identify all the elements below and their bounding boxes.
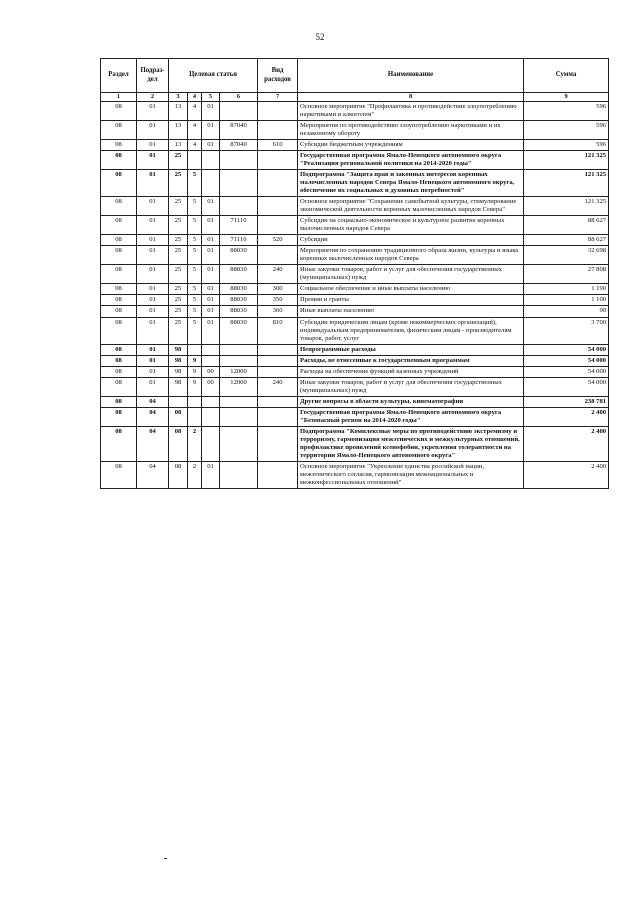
sum-cell: 3 700 xyxy=(524,317,609,344)
column-number: 7 xyxy=(258,93,298,102)
name-cell: Другие вопросы в области культуры, кинематографии xyxy=(298,396,524,407)
subsection-cell: 01 xyxy=(137,265,169,284)
expense-type-cell: 240 xyxy=(258,377,298,396)
section-cell: 08 xyxy=(101,377,137,396)
expense-type-cell xyxy=(258,344,298,355)
subprogram-cell: 5 xyxy=(188,197,202,216)
section-cell: 08 xyxy=(101,216,137,235)
sum-cell: 88 627 xyxy=(524,216,609,235)
sum-cell: 121 325 xyxy=(524,197,609,216)
sum-cell: 121 325 xyxy=(524,150,609,169)
section-cell: 08 xyxy=(101,461,137,488)
expense-type-cell xyxy=(258,246,298,265)
program-cell: 25 xyxy=(169,170,188,197)
table-row xyxy=(101,139,609,150)
name-cell: Подпрограмма "Защита прав и законных интересов коренных малочисленных народов Севера Ямало-Ненецкого автономного округа, обеспечение их социальных и духовных потребностей" xyxy=(298,170,524,197)
direction-cell xyxy=(220,197,258,216)
expense-type-cell xyxy=(258,120,298,139)
subsection-cell: 04 xyxy=(137,396,169,407)
sum-cell: 596 xyxy=(524,120,609,139)
sum-cell: 1 190 xyxy=(524,284,609,295)
name-cell: Государственная программа Ямало-Ненецкого автономного округа "Реализация региональной политики на 2014-2020 годы" xyxy=(298,150,524,169)
subsection-cell: 01 xyxy=(137,197,169,216)
subsection-cell: 04 xyxy=(137,407,169,426)
subsection-cell: 01 xyxy=(137,246,169,265)
expense-type-cell: 360 xyxy=(258,306,298,317)
column-number: 5 xyxy=(202,93,220,102)
direction-cell: 88030 xyxy=(220,284,258,295)
sum-cell: 54 000 xyxy=(524,377,609,396)
table-row xyxy=(101,265,609,284)
subprogram-cell: 5 xyxy=(188,284,202,295)
program-cell: 98 xyxy=(169,366,188,377)
direction-cell xyxy=(220,426,258,461)
subsection-cell: 01 xyxy=(137,355,169,366)
table-row xyxy=(101,150,609,169)
subprogram-cell: 5 xyxy=(188,246,202,265)
section-cell: 08 xyxy=(101,284,137,295)
event-cell xyxy=(202,344,220,355)
expense-type-cell xyxy=(258,101,298,120)
table-row xyxy=(101,120,609,139)
program-cell: 08 xyxy=(169,426,188,461)
subprogram-cell: 2 xyxy=(188,426,202,461)
column-number: 2 xyxy=(137,93,169,102)
footer-mark xyxy=(164,858,167,859)
table-body xyxy=(101,101,609,488)
section-cell: 08 xyxy=(101,407,137,426)
event-cell xyxy=(202,150,220,169)
name-cell: Субсидии бюджетным учреждениям xyxy=(298,139,524,150)
sum-cell: 90 xyxy=(524,306,609,317)
name-cell: Государственная программа Ямало-Ненецкого автономного округа "Безопасный регион на 2014-2020 годы" xyxy=(298,407,524,426)
section-cell: 08 xyxy=(101,426,137,461)
section-cell: 08 xyxy=(101,265,137,284)
name-cell: Иные выплаты населению xyxy=(298,306,524,317)
program-cell xyxy=(169,396,188,407)
section-cell: 08 xyxy=(101,317,137,344)
page-number: 52 xyxy=(315,32,325,42)
direction-cell xyxy=(220,101,258,120)
table-header xyxy=(101,59,609,102)
header-sum: Сумма xyxy=(524,59,609,93)
direction-cell: 71110 xyxy=(220,216,258,235)
event-cell: 00 xyxy=(202,366,220,377)
name-cell: Иные закупки товаров, работ и услуг для обеспечения государственных (муниципальных) нужд xyxy=(298,265,524,284)
section-cell: 08 xyxy=(101,344,137,355)
name-cell: Подпрограмма "Комплексные меры по противодействию экстремизму и терроризму, гармонизация межэтнических и межкультурных отношений, профилактике проявлений ксенофобии, укрепления толерантности на территории Ямало-Ненецкого автономного округа" xyxy=(298,426,524,461)
event-cell: 01 xyxy=(202,101,220,120)
column-number: 1 xyxy=(101,93,137,102)
expense-type-cell: 240 xyxy=(258,265,298,284)
expense-type-cell xyxy=(258,216,298,235)
subsection-cell: 01 xyxy=(137,216,169,235)
subsection-cell: 01 xyxy=(137,306,169,317)
direction-cell: 87040 xyxy=(220,139,258,150)
header-subsection: Подраз-дел xyxy=(137,59,169,93)
expense-type-cell xyxy=(258,197,298,216)
subprogram-cell: 5 xyxy=(188,235,202,246)
sum-cell: 54 000 xyxy=(524,344,609,355)
program-cell: 08 xyxy=(169,461,188,488)
name-cell: Основное мероприятие "Сохранение самобытной культуры, стимулирование экономической деятельности коренных малочисленных народов Севера" xyxy=(298,197,524,216)
subprogram-cell xyxy=(188,396,202,407)
program-cell: 13 xyxy=(169,139,188,150)
name-cell: Субсидии юридическим лицам (кроме некоммерческих организаций), индивидуальным предпринимателям, физическим лицам - производителям товаров, работ, услуг xyxy=(298,317,524,344)
direction-cell xyxy=(220,355,258,366)
subsection-cell: 01 xyxy=(137,344,169,355)
sum-cell: 2 400 xyxy=(524,461,609,488)
header-row xyxy=(101,59,609,93)
subsection-cell: 01 xyxy=(137,139,169,150)
name-cell: Социальное обеспечение и иные выплаты населению xyxy=(298,284,524,295)
name-cell: Иные закупки товаров, работ и услуг для обеспечения государственных (муниципальных) нужд xyxy=(298,377,524,396)
direction-cell xyxy=(220,461,258,488)
section-cell: 08 xyxy=(101,306,137,317)
header-target-article: Целевая статья xyxy=(169,59,258,93)
sum-cell: 1 100 xyxy=(524,295,609,306)
event-cell xyxy=(202,426,220,461)
direction-cell: 71110 xyxy=(220,235,258,246)
subprogram-cell xyxy=(188,150,202,169)
program-cell: 13 xyxy=(169,120,188,139)
subprogram-cell: 2 xyxy=(188,461,202,488)
name-cell: Субсидии xyxy=(298,235,524,246)
name-cell: Расходы на обеспечение функций казенных учреждений xyxy=(298,366,524,377)
event-cell: 00 xyxy=(202,377,220,396)
name-cell: Субсидии на социально-экономическое и культурное развитие коренных малочисленных народов Севера xyxy=(298,216,524,235)
section-cell: 08 xyxy=(101,139,137,150)
program-cell: 13 xyxy=(169,101,188,120)
subprogram-cell: 9 xyxy=(188,366,202,377)
name-cell: Премии и гранты xyxy=(298,295,524,306)
program-cell: 25 xyxy=(169,150,188,169)
sum-cell: 238 781 xyxy=(524,396,609,407)
direction-cell: 12000 xyxy=(220,366,258,377)
event-cell: 01 xyxy=(202,120,220,139)
column-number-row xyxy=(101,93,609,102)
event-cell xyxy=(202,407,220,426)
expense-type-cell xyxy=(258,170,298,197)
section-cell: 08 xyxy=(101,396,137,407)
subprogram-cell: 5 xyxy=(188,170,202,197)
section-cell: 08 xyxy=(101,101,137,120)
direction-cell: 88030 xyxy=(220,317,258,344)
event-cell: 01 xyxy=(202,216,220,235)
subprogram-cell: 5 xyxy=(188,265,202,284)
table-row xyxy=(101,284,609,295)
table-row xyxy=(101,306,609,317)
table-row xyxy=(101,295,609,306)
subsection-cell: 01 xyxy=(137,366,169,377)
header-section: Раздел xyxy=(101,59,137,93)
table-row xyxy=(101,396,609,407)
subsection-cell: 01 xyxy=(137,235,169,246)
name-cell: Мероприятия по сохранению традиционного образа жизни, культуры и языка коренных малочисленных народов Севера xyxy=(298,246,524,265)
event-cell: 01 xyxy=(202,197,220,216)
sum-cell: 88 627 xyxy=(524,235,609,246)
expense-type-cell xyxy=(258,426,298,461)
direction-cell xyxy=(220,407,258,426)
subprogram-cell: 4 xyxy=(188,120,202,139)
table-row xyxy=(101,407,609,426)
column-number: 4 xyxy=(188,93,202,102)
sum-cell: 27 808 xyxy=(524,265,609,284)
expense-type-cell: 610 xyxy=(258,139,298,150)
table-row xyxy=(101,366,609,377)
table-row xyxy=(101,377,609,396)
table-row xyxy=(101,426,609,461)
sum-cell: 54 000 xyxy=(524,355,609,366)
subsection-cell: 01 xyxy=(137,101,169,120)
subsection-cell: 04 xyxy=(137,461,169,488)
subsection-cell: 04 xyxy=(137,426,169,461)
budget-table xyxy=(100,58,609,489)
subprogram-cell xyxy=(188,344,202,355)
expense-type-cell xyxy=(258,150,298,169)
program-cell: 25 xyxy=(169,265,188,284)
direction-cell: 88030 xyxy=(220,265,258,284)
sum-cell: 32 698 xyxy=(524,246,609,265)
expense-type-cell xyxy=(258,461,298,488)
subprogram-cell: 9 xyxy=(188,377,202,396)
table-row xyxy=(101,101,609,120)
program-cell: 98 xyxy=(169,344,188,355)
program-cell: 25 xyxy=(169,317,188,344)
subsection-cell: 01 xyxy=(137,120,169,139)
event-cell: 01 xyxy=(202,235,220,246)
expense-type-cell xyxy=(258,396,298,407)
sum-cell: 121 325 xyxy=(524,170,609,197)
event-cell: 01 xyxy=(202,317,220,344)
direction-cell xyxy=(220,396,258,407)
subprogram-cell: 5 xyxy=(188,317,202,344)
section-cell: 08 xyxy=(101,170,137,197)
subsection-cell: 01 xyxy=(137,295,169,306)
event-cell xyxy=(202,170,220,197)
program-cell: 25 xyxy=(169,306,188,317)
event-cell: 01 xyxy=(202,139,220,150)
expense-type-cell: 810 xyxy=(258,317,298,344)
header-expense-type: Вид расходов xyxy=(258,59,298,93)
table-row xyxy=(101,235,609,246)
program-cell: 25 xyxy=(169,246,188,265)
table-row xyxy=(101,355,609,366)
direction-cell: 12000 xyxy=(220,377,258,396)
expense-type-cell: 520 xyxy=(258,235,298,246)
direction-cell: 88030 xyxy=(220,246,258,265)
subprogram-cell: 4 xyxy=(188,139,202,150)
header-name: Наименование xyxy=(298,59,524,93)
program-cell: 98 xyxy=(169,355,188,366)
expense-type-cell xyxy=(258,407,298,426)
table-row xyxy=(101,461,609,488)
program-cell: 25 xyxy=(169,235,188,246)
program-cell: 25 xyxy=(169,197,188,216)
direction-cell: 87040 xyxy=(220,120,258,139)
program-cell: 25 xyxy=(169,295,188,306)
section-cell: 08 xyxy=(101,246,137,265)
section-cell: 08 xyxy=(101,366,137,377)
direction-cell xyxy=(220,344,258,355)
event-cell: 01 xyxy=(202,284,220,295)
direction-cell xyxy=(220,170,258,197)
name-cell: Основное мероприятие "Укрепление единства российской нации, межэтнического согласия, гармонизация межнациональных и межконфессиональных отношений" xyxy=(298,461,524,488)
subsection-cell: 01 xyxy=(137,284,169,295)
expense-type-cell: 350 xyxy=(258,295,298,306)
name-cell: Основное мероприятие "Профилактика и противодействие злоупотреблению наркотиками и алкоголем" xyxy=(298,101,524,120)
event-cell: 01 xyxy=(202,306,220,317)
subprogram-cell: 5 xyxy=(188,295,202,306)
event-cell xyxy=(202,355,220,366)
direction-cell: 88030 xyxy=(220,306,258,317)
table-row xyxy=(101,246,609,265)
table-row xyxy=(101,170,609,197)
subprogram-cell: 9 xyxy=(188,355,202,366)
event-cell: 01 xyxy=(202,295,220,306)
table-row xyxy=(101,344,609,355)
subsection-cell: 01 xyxy=(137,377,169,396)
sum-cell: 596 xyxy=(524,139,609,150)
sum-cell: 54 000 xyxy=(524,366,609,377)
direction-cell xyxy=(220,150,258,169)
section-cell: 08 xyxy=(101,120,137,139)
section-cell: 08 xyxy=(101,197,137,216)
column-number: 8 xyxy=(298,93,524,102)
expense-type-cell xyxy=(258,355,298,366)
name-cell: Непрограммные расходы xyxy=(298,344,524,355)
section-cell: 08 xyxy=(101,150,137,169)
table-row xyxy=(101,317,609,344)
direction-cell: 88030 xyxy=(220,295,258,306)
subprogram-cell: 5 xyxy=(188,306,202,317)
event-cell: 01 xyxy=(202,461,220,488)
table-row xyxy=(101,216,609,235)
event-cell: 01 xyxy=(202,246,220,265)
event-cell xyxy=(202,396,220,407)
column-number: 6 xyxy=(220,93,258,102)
subprogram-cell xyxy=(188,407,202,426)
column-number: 3 xyxy=(169,93,188,102)
name-cell: Расходы, не отнесенные к государственным программам xyxy=(298,355,524,366)
sum-cell: 2 400 xyxy=(524,407,609,426)
subsection-cell: 01 xyxy=(137,170,169,197)
name-cell: Мероприятия по противодействию злоупотреблению наркотиками и их незаконному обороту xyxy=(298,120,524,139)
sum-cell: 2 400 xyxy=(524,426,609,461)
column-number: 9 xyxy=(524,93,609,102)
subsection-cell: 01 xyxy=(137,317,169,344)
section-cell: 08 xyxy=(101,235,137,246)
subprogram-cell: 4 xyxy=(188,101,202,120)
event-cell: 01 xyxy=(202,265,220,284)
expense-type-cell: 300 xyxy=(258,284,298,295)
subsection-cell: 01 xyxy=(137,150,169,169)
program-cell: 25 xyxy=(169,216,188,235)
program-cell: 08 xyxy=(169,407,188,426)
section-cell: 08 xyxy=(101,295,137,306)
sum-cell: 596 xyxy=(524,101,609,120)
program-cell: 25 xyxy=(169,284,188,295)
subprogram-cell: 5 xyxy=(188,216,202,235)
expense-type-cell xyxy=(258,366,298,377)
table-row xyxy=(101,197,609,216)
section-cell: 08 xyxy=(101,355,137,366)
program-cell: 98 xyxy=(169,377,188,396)
